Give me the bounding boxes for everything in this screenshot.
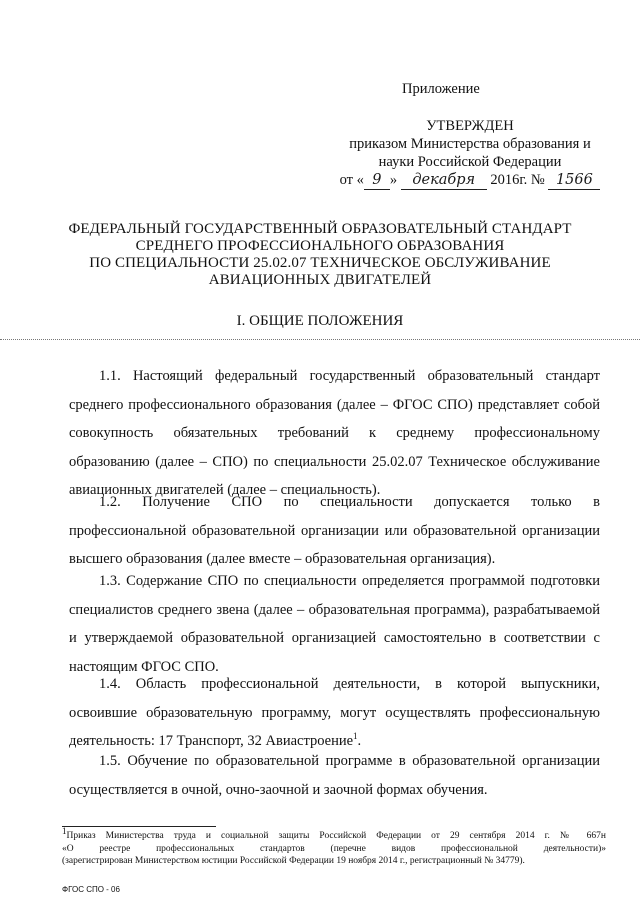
paragraph-1-3: [69, 567, 600, 681]
title-line-3: ПО СПЕЦИАЛЬНОСТИ 25.02.07 ТЕХНИЧЕСКОЕ ОБСЛУЖИВАНИЕ: [89, 255, 551, 271]
footnote: [62, 825, 606, 868]
paragraph-line: осуществляется в очной, очно-заочной и заочной формах обучения.: [69, 781, 488, 798]
approval-stamp: [330, 117, 610, 190]
footnote-line: [62, 825, 606, 843]
dotted-divider: [0, 339, 640, 340]
title-line-1: ФЕДЕРАЛЬНЫЙ ГОСУДАРСТВЕННЫЙ ОБРАЗОВАТЕЛЬНЫЙ СТАНДАРТ: [68, 221, 572, 237]
order-line-2: науки Российской Федерации: [378, 154, 562, 170]
date-prefix: от «: [339, 172, 364, 188]
paragraph-line: настоящим ФГОС СПО.: [69, 658, 219, 675]
paragraph-end: .: [357, 733, 362, 749]
section-heading: I. ОБЩИЕ ПОЛОЖЕНИЯ: [236, 313, 404, 329]
title-line-2: СРЕДНЕГО ПРОФЕССИОНАЛЬНОГО ОБРАЗОВАНИЯ: [135, 238, 505, 254]
paragraph-1-5: [69, 747, 600, 804]
footnote-marker: 1: [62, 825, 67, 836]
paragraph-line: 1.5. Обучение по образовательной программе в образовательной организации: [99, 753, 600, 769]
paragraph-line: высшего образования (далее вместе – образовательная организация).: [69, 551, 496, 567]
approved-label: УТВЕРЖДЕН: [426, 118, 514, 134]
paragraph-line: и утверждаемой образовательной организацией самостоятельно в соответствии с: [69, 630, 600, 646]
paragraph-line: профессиональной образовательной организации или образовательной организации: [69, 522, 600, 539]
date-day: 9: [364, 171, 390, 190]
footnote-reference: 1: [353, 731, 358, 742]
title-line-4: АВИАЦИОННЫХ ДВИГАТЕЛЕЙ: [208, 272, 432, 288]
paragraph-line: специалистов среднего звена (далее – образовательная программа), разрабатываемой: [69, 601, 600, 618]
paragraph-line: 1.4. Область профессиональной деятельности, в которой выпускники,: [99, 676, 600, 692]
date-mid: »: [389, 172, 398, 188]
paragraph-1-2: [69, 488, 600, 574]
paragraph-line: среднего профессионального образования (далее – ФГОС СПО) представляет собой: [69, 396, 600, 413]
paragraph-text: деятельность: 17 Транспорт, 32 Авиастроение: [69, 733, 354, 749]
footnote-text: Приказ Министерства труда и социальной защиты Российской Федерации от 29 сентября 2014 г. № 667н: [66, 831, 606, 841]
paragraph-line: 1.2. Получение СПО по специальности допускается только в: [99, 494, 600, 510]
date-year: 2016г. №: [490, 172, 545, 188]
date-month: декабря: [401, 171, 487, 190]
paragraph-line: совокупность обязательных требований к среднему профессиональному: [69, 425, 600, 441]
footnote-line: «О реестре профессиональных стандартов (перечне видов профессиональной деятельности)»: [62, 843, 606, 854]
paragraph-1-1: [69, 362, 600, 505]
paragraph-line: 1.3. Содержание СПО по специальности определяется программой подготовки: [99, 573, 600, 589]
paragraph-line: авиационных двигателей (далее – специальность).: [69, 482, 381, 498]
paragraph-line: 1.1. Настоящий федеральный государственный образовательный стандарт: [99, 368, 600, 384]
paragraph-line: образованию (далее – СПО) по специальности 25.02.07 Техническое обслуживание: [69, 453, 600, 470]
document-title: [40, 221, 600, 289]
paragraph-1-4: [69, 670, 600, 756]
order-number: 1566: [548, 171, 600, 190]
footnote-separator: [62, 826, 216, 827]
order-line-1: приказом Министерства образования и: [349, 136, 591, 152]
appendix-label: Приложение: [402, 81, 480, 97]
page-footer-code: ФГОС СПО - 06: [62, 885, 120, 894]
paragraph-line: освоившие образовательную программу, могут осуществлять профессиональную: [69, 704, 600, 721]
order-date-line: [330, 171, 610, 190]
footnote-line: (зарегистрирован Министерством юстиции Российской Федерации 19 ноября 2014 г., регистрационный № 34779).: [62, 856, 525, 866]
